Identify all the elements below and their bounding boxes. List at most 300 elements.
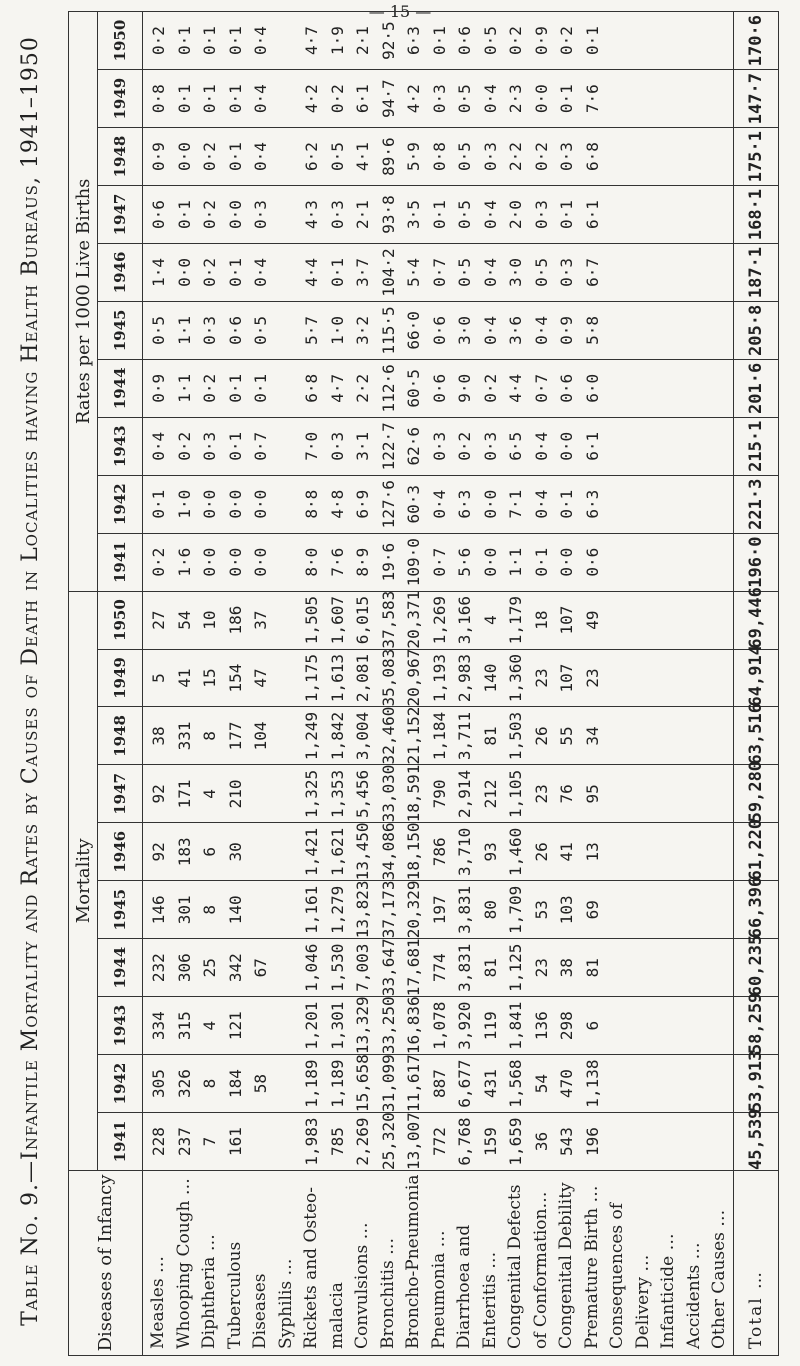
rates-cell: 0·4: [251, 142, 270, 172]
rates-cell: 0·5: [455, 84, 474, 114]
mortality-cell: 887: [429, 1069, 449, 1099]
mortality-cell: 3,710: [455, 827, 474, 876]
causes-header: Diseases of Infancy: [69, 1171, 143, 1356]
rates-cell: 0·1: [225, 26, 245, 56]
mortality-cell: 140: [225, 895, 245, 925]
mortality-cell: 2,081: [353, 653, 372, 703]
mortality-cell: 107: [557, 663, 576, 693]
rates-cell: 0·2: [200, 142, 219, 172]
rates-cell: 2·3: [506, 84, 525, 114]
mortality-year-column: [143, 707, 734, 765]
rates-cell: 6·1: [582, 431, 602, 461]
mortality-cell: 107: [557, 605, 576, 635]
rates-cell: 0·0: [480, 547, 500, 577]
rates-cell: 0·0: [200, 489, 219, 519]
mortality-cell: [248, 1113, 274, 1170]
rates-cell: 3·2: [353, 315, 372, 345]
mortality-cell: 772: [429, 1127, 449, 1156]
mortality-cell: 3,166: [455, 596, 474, 645]
total-mortality-cell: 45,539: [733, 1113, 778, 1171]
mortality-cell: 543: [557, 1127, 576, 1156]
mortality-cell: [248, 823, 274, 880]
mortality-cell: 1,179: [506, 596, 525, 645]
mortality-cell: 81: [582, 958, 602, 978]
rates-cell: 6·3: [582, 489, 602, 519]
rates-cell: 0·1: [174, 200, 194, 229]
mortality-cell: 1,078: [429, 1001, 449, 1050]
rates-cell: 0·9: [557, 315, 576, 345]
mortality-cell: 7: [200, 1136, 219, 1147]
rates-cell: [274, 128, 300, 185]
total-rates-cell: 187·1: [733, 244, 778, 302]
mortality-cell: 306: [174, 953, 194, 983]
cause-label: Pneumonia …: [428, 1230, 449, 1349]
rates-cell: 0·6: [455, 26, 474, 56]
rates-cell: 4·8: [327, 489, 347, 519]
mortality-cell: 1,046: [302, 943, 321, 992]
rates-cell: 0·8: [429, 142, 449, 172]
mortality-cell: 196: [582, 1127, 602, 1156]
mortality-cell: 34: [582, 726, 602, 746]
cause-label: Syphilis …: [275, 1258, 296, 1349]
rates-year-column: [143, 12, 734, 70]
cause-label: Premature Birth …: [581, 1185, 602, 1349]
rates-cell: 7·0: [302, 431, 321, 461]
rates-cell: 3·0: [455, 315, 474, 345]
rates-cell: 3·1: [353, 431, 372, 461]
mortality-cell: 21,152: [404, 706, 423, 765]
mortality-cell: 95: [582, 784, 602, 804]
rates-cell: 0·5: [455, 200, 474, 229]
rates-cell: 115·5: [378, 306, 398, 355]
total-rates-cell: 201·6: [733, 359, 778, 417]
cause-label: Congenital Defects of Conformation…: [505, 1184, 551, 1349]
rates-year-column: [143, 186, 734, 244]
mortality-cell: 41: [174, 668, 194, 688]
rates-cell: 6·1: [582, 200, 602, 229]
cause-label: Consequences of Delivery …: [607, 1202, 653, 1349]
mortality-cell: 16,836: [404, 996, 423, 1055]
rates-cell: 0·0: [174, 258, 194, 287]
rates-cell: 0·4: [531, 489, 551, 519]
rates-year-column: [143, 475, 734, 533]
mortality-cell: 785: [327, 1127, 347, 1156]
rates-cell: 0·0: [225, 200, 245, 229]
rates-year-header: 1942: [98, 475, 143, 533]
rates-cell: 6·3: [455, 489, 474, 519]
rates-cell: 6·7: [582, 258, 602, 287]
rates-cell: 0·0: [174, 142, 194, 172]
rates-cell: 5·8: [582, 315, 602, 345]
mortality-cell: 161: [225, 1127, 245, 1156]
mortality-cell: 1,189: [302, 1059, 321, 1108]
mortality-cell: 18,591: [404, 764, 423, 823]
rates-cell: 0·0: [557, 547, 576, 577]
rates-cell: 0·8: [149, 84, 168, 114]
mortality-cell: 27: [149, 610, 168, 630]
total-rates-cell: 168·1: [733, 186, 778, 244]
rates-cell: 0·3: [200, 315, 219, 345]
rates-cell: 0·4: [429, 489, 449, 519]
rates-year-header: 1941: [98, 533, 143, 591]
mortality-cell: 1,269: [429, 596, 449, 645]
rates-cell: [274, 244, 300, 301]
rates-cell: 60·5: [404, 369, 423, 408]
mortality-cell: 342: [225, 953, 245, 983]
mortality-cell: 36: [531, 1131, 551, 1152]
rates-cell: 0·2: [455, 431, 474, 461]
rates-cell: 104·2: [378, 248, 398, 297]
mortality-cell: 1,138: [582, 1059, 602, 1108]
rates-cell: 9·0: [455, 373, 474, 403]
rates-cell: 0·2: [200, 258, 219, 287]
rates-cell: 4·4: [506, 373, 525, 403]
rates-cell: 92·5: [378, 21, 398, 60]
mortality-cell: 331: [174, 721, 194, 751]
rates-cell: 1·1: [174, 373, 194, 403]
mortality-cell: 76: [557, 784, 576, 804]
mortality-cell: 1,505: [302, 596, 321, 645]
mortality-cell: 1,201: [302, 1001, 321, 1050]
cause-label: Accidents …: [683, 1242, 704, 1349]
mortality-cell: 7,003: [353, 943, 372, 992]
rates-cell: 7·1: [506, 489, 525, 519]
rates-cell: 1·0: [174, 489, 194, 519]
mortality-year-header: 1943: [98, 997, 143, 1055]
rates-cell: 0·4: [251, 258, 270, 287]
mortality-cell: [274, 939, 300, 996]
rates-cell: 0·1: [531, 547, 551, 577]
mortality-cell: 5,456: [353, 769, 372, 818]
mortality-cell: 15,658: [353, 1054, 372, 1113]
total-rates-cell: 175·1: [733, 128, 778, 186]
mortality-cell: 3,920: [455, 1001, 474, 1050]
mortality-cell: 67: [251, 958, 270, 978]
mortality-cell: 6,015: [353, 596, 372, 645]
mortality-cell: 3,831: [455, 885, 474, 934]
mortality-cell: 38: [149, 726, 168, 746]
rates-year-column: [143, 70, 734, 128]
mortality-cell: 1,279: [327, 885, 347, 934]
mortality-cell: 103: [557, 895, 576, 925]
rates-year-column: [143, 244, 734, 302]
rates-cell: 3·6: [506, 315, 525, 345]
mortality-cell: 1,105: [506, 769, 525, 818]
mortality-cell: 23: [531, 784, 551, 804]
mortality-cell: 26: [531, 842, 551, 862]
rates-cell: [274, 302, 300, 359]
rates-year-header: 1946: [98, 244, 143, 302]
mortality-cell: 171: [174, 779, 194, 809]
rates-cell: 5·4: [404, 258, 423, 287]
rates-cell: 62·6: [404, 427, 423, 466]
rates-cell: [274, 360, 300, 417]
mortality-cell: 146: [149, 895, 168, 925]
total-rates-cell: 205·8: [733, 301, 778, 359]
rates-cell: 0·1: [225, 84, 245, 114]
mortality-cell: 92: [149, 842, 168, 862]
cause-label-column: [143, 1171, 734, 1356]
mortality-cell: 159: [480, 1127, 500, 1156]
mortality-cell: 140: [480, 663, 500, 693]
rates-cell: 4·1: [353, 142, 372, 172]
rates-cell: 0·3: [480, 142, 500, 172]
mortality-year-header: 1942: [98, 1055, 143, 1113]
rates-cell: 4·3: [302, 200, 321, 229]
rates-cell: [274, 70, 300, 127]
total-rates-cell: 221·3: [733, 475, 778, 533]
rates-year-header: 1944: [98, 359, 143, 417]
cause-label: Rickets and Osteo-malacia: [301, 1187, 347, 1349]
mortality-cell: 301: [174, 895, 194, 925]
rates-cell: 0·1: [174, 26, 194, 56]
rates-cell: 0·1: [225, 142, 245, 172]
rates-year-header: 1950: [98, 12, 143, 70]
rates-cell: 0·0: [225, 547, 245, 577]
mortality-cell: 1,325: [302, 769, 321, 818]
mortality-cell: 119: [480, 1011, 500, 1041]
rates-cell: 0·3: [327, 431, 347, 461]
rates-cell: 8·9: [353, 547, 372, 577]
mortality-cell: 177: [225, 721, 245, 751]
mortality-cell: 8: [200, 1078, 219, 1089]
total-rates-cell: 215·1: [733, 417, 778, 475]
rates-cell: 2·0: [506, 200, 525, 229]
mortality-cell: 41: [557, 842, 576, 862]
mortality-cell: [274, 708, 300, 765]
rates-cell: 0·3: [557, 142, 576, 172]
rates-year-header: 1945: [98, 301, 143, 359]
mortality-cell: 1,301: [327, 1001, 347, 1050]
mortality-cell: 11,617: [404, 1054, 423, 1113]
rates-cell: 0·3: [480, 431, 500, 461]
rates-cell: 0·3: [557, 258, 576, 287]
table-wrapper: [18, 6, 798, 1356]
total-mortality-cell: 63,516: [733, 707, 778, 765]
mortality-cell: 34,086: [378, 822, 398, 881]
total-label: Total …: [733, 1171, 778, 1356]
mortality-cell: 37,173: [378, 880, 398, 939]
rates-cell: 0·6: [225, 315, 245, 345]
rates-cell: 0·0: [200, 547, 219, 577]
rates-cell: 0·0: [251, 489, 270, 519]
rates-cell: 0·1: [557, 84, 576, 114]
mortality-cell: [248, 997, 274, 1054]
rates-year-column: [143, 533, 734, 591]
rates-cell: 0·9: [149, 142, 168, 172]
mortality-cell: 210: [225, 779, 245, 809]
rates-cell: 0·2: [200, 200, 219, 229]
mortality-cell: 184: [225, 1069, 245, 1099]
cause-label: Measles …: [148, 1256, 168, 1349]
rates-cell: 0·7: [429, 547, 449, 577]
rates-cell: 3·0: [506, 258, 525, 287]
mortality-cell: [274, 823, 300, 880]
rates-cell: 0·2: [149, 547, 168, 577]
mortality-cell: 470: [557, 1069, 576, 1099]
rates-cell: 6·1: [353, 84, 372, 114]
rates-cell: 0·1: [582, 26, 602, 56]
mortality-cell: 54: [174, 610, 194, 630]
mortality-cell: 1,842: [327, 711, 347, 761]
rates-cell: 0·9: [149, 373, 168, 403]
mortality-year-header: 1948: [98, 707, 143, 765]
mortality-cell: [274, 997, 300, 1054]
table-title: Table No. 9.—Infantile Mortality and Rates by Causes of Death in Localities having Health Bureaus, 1941–1950: [18, 36, 43, 1326]
rates-cell: 2·1: [353, 200, 372, 229]
rates-cell: 4·2: [404, 84, 423, 114]
mortality-cell: 1,659: [506, 1117, 525, 1166]
rates-cell: 1·0: [327, 315, 347, 345]
rates-cell: 0·1: [557, 489, 576, 519]
rates-cell: 0·5: [455, 142, 474, 172]
mortality-cell: 37: [251, 610, 270, 630]
mortality-year-column: [143, 823, 734, 881]
rates-cell: [274, 12, 300, 69]
mortality-cell: 4: [200, 789, 219, 799]
mortality-cell: 305: [149, 1069, 168, 1099]
rates-cell: 0·1: [429, 26, 449, 56]
year-header-row: [98, 12, 143, 1356]
mortality-cell: 334: [149, 1011, 168, 1041]
rates-cell: 0·2: [557, 26, 576, 56]
rates-cell: 0·4: [531, 315, 551, 345]
rates-cell: 0·4: [251, 84, 270, 114]
mortality-cell: 25: [200, 958, 219, 978]
mortality-cell: 197: [429, 895, 449, 925]
rates-cell: 7·6: [582, 84, 602, 114]
mortality-cell: 81: [480, 726, 500, 746]
mortality-cell: 1,161: [302, 885, 321, 934]
rates-cell: 0·9: [531, 26, 551, 56]
rates-cell: 0·6: [429, 315, 449, 345]
mortality-cell: 93: [480, 842, 500, 862]
rates-cell: 0·3: [251, 200, 270, 229]
mortality-table: [68, 11, 779, 1356]
rates-cell: 0·1: [557, 200, 576, 229]
mortality-cell: 53: [531, 900, 551, 920]
rates-cell: 0·5: [480, 26, 500, 56]
cause-label: Convulsions …: [352, 1222, 372, 1349]
rates-cell: 127·6: [378, 480, 398, 529]
mortality-year-header: 1941: [98, 1113, 143, 1171]
rates-year-header: 1949: [98, 70, 143, 128]
page-number: — 15 —: [368, 2, 432, 21]
mortality-cell: 1,613: [327, 653, 347, 703]
mortality-cell: 1,709: [506, 885, 525, 934]
mortality-year-header: 1950: [98, 591, 143, 649]
cause-label: Broncho-Pneumonia: [403, 1174, 423, 1349]
rates-cell: 4·7: [302, 26, 321, 56]
rates-cell: 94·7: [378, 79, 398, 118]
rates-cell: 0·5: [251, 315, 270, 345]
mortality-cell: 35,083: [378, 648, 398, 707]
mortality-year-column: [143, 997, 734, 1055]
cause-label: Bronchitis …: [377, 1237, 398, 1349]
mortality-cell: [274, 650, 300, 707]
mortality-cell: 2,983: [455, 653, 474, 703]
rates-cell: 5·7: [302, 315, 321, 345]
rates-cell: 19·6: [378, 542, 398, 582]
rates-cell: 1·1: [506, 547, 525, 577]
mortality-cell: 55: [557, 726, 576, 746]
mortality-cell: 13,007: [404, 1112, 423, 1170]
rates-cell: 0·5: [327, 142, 347, 172]
mortality-cell: 1,421: [302, 827, 321, 876]
total-rates-cell: 147·7: [733, 70, 778, 128]
mortality-cell: 104: [251, 721, 270, 751]
mortality-cell: 1,568: [506, 1059, 525, 1108]
rates-cell: 60·3: [404, 484, 423, 524]
rates-cell: 4·7: [327, 373, 347, 403]
rates-cell: 0·6: [582, 547, 602, 577]
rates-cell: 112·6: [378, 364, 398, 413]
rates-cell: 4·2: [302, 84, 321, 114]
rates-cell: 0·2: [480, 373, 500, 403]
rates-cell: 0·3: [531, 200, 551, 229]
mortality-cell: 774: [429, 953, 449, 983]
cause-label: Other Causes …: [709, 1209, 729, 1349]
mortality-cell: 1,175: [302, 653, 321, 703]
rates-year-column: [143, 359, 734, 417]
rates-cell: 3·5: [404, 200, 423, 229]
rates-cell: 1·6: [174, 547, 194, 577]
rates-cell: 1·4: [149, 258, 168, 287]
mortality-cell: 2,269: [353, 1117, 372, 1166]
rates-cell: 0·2: [327, 84, 347, 114]
mortality-cell: 183: [174, 837, 194, 867]
rates-cell: 0·2: [200, 373, 219, 403]
mortality-cell: 25,320: [378, 1112, 398, 1170]
rates-cell: 0·2: [531, 142, 551, 172]
mortality-year-column: [143, 1055, 734, 1113]
rates-cell: 4·4: [302, 258, 321, 287]
mortality-cell: 13,450: [353, 822, 372, 881]
mortality-cell: 92: [149, 784, 168, 804]
rates-cell: 0·4: [480, 200, 500, 229]
rates-year-header: 1948: [98, 128, 143, 186]
cause-label: Diphtheria …: [199, 1234, 219, 1349]
cause-label: Congenital Debility: [556, 1182, 576, 1349]
mortality-cell: 1,530: [327, 943, 347, 992]
mortality-cell: 790: [429, 779, 449, 809]
mortality-cell: 33,030: [378, 764, 398, 823]
rates-cell: 0·1: [429, 200, 449, 229]
mortality-cell: 18,150: [404, 822, 423, 881]
mortality-cell: 1,460: [506, 827, 525, 876]
rates-cell: 2·2: [506, 142, 525, 172]
mortality-cell: 13: [582, 842, 602, 862]
mortality-cell: 1,184: [429, 711, 449, 761]
mortality-cell: 20,329: [404, 880, 423, 939]
mortality-cell: 13,329: [353, 996, 372, 1055]
rates-cell: 0·0: [251, 547, 270, 577]
rates-cell: 7·6: [327, 547, 347, 577]
total-mortality-cell: 69,446: [733, 591, 778, 649]
rates-cell: 0·4: [149, 431, 168, 461]
mortality-year-column: [143, 649, 734, 707]
mortality-cell: 315: [174, 1011, 194, 1041]
total-mortality-cell: 60,235: [733, 939, 778, 997]
rates-cell: 0·1: [251, 373, 270, 403]
mortality-cell: 1,125: [506, 943, 525, 992]
rates-cell: 0·2: [149, 26, 168, 56]
mortality-cell: [274, 1113, 300, 1170]
mortality-cell: 5: [149, 673, 168, 683]
mortality-header: Mortality: [69, 591, 98, 1170]
cause-label: Tuberculous Diseases: [224, 1241, 270, 1349]
mortality-cell: 23: [582, 668, 602, 688]
